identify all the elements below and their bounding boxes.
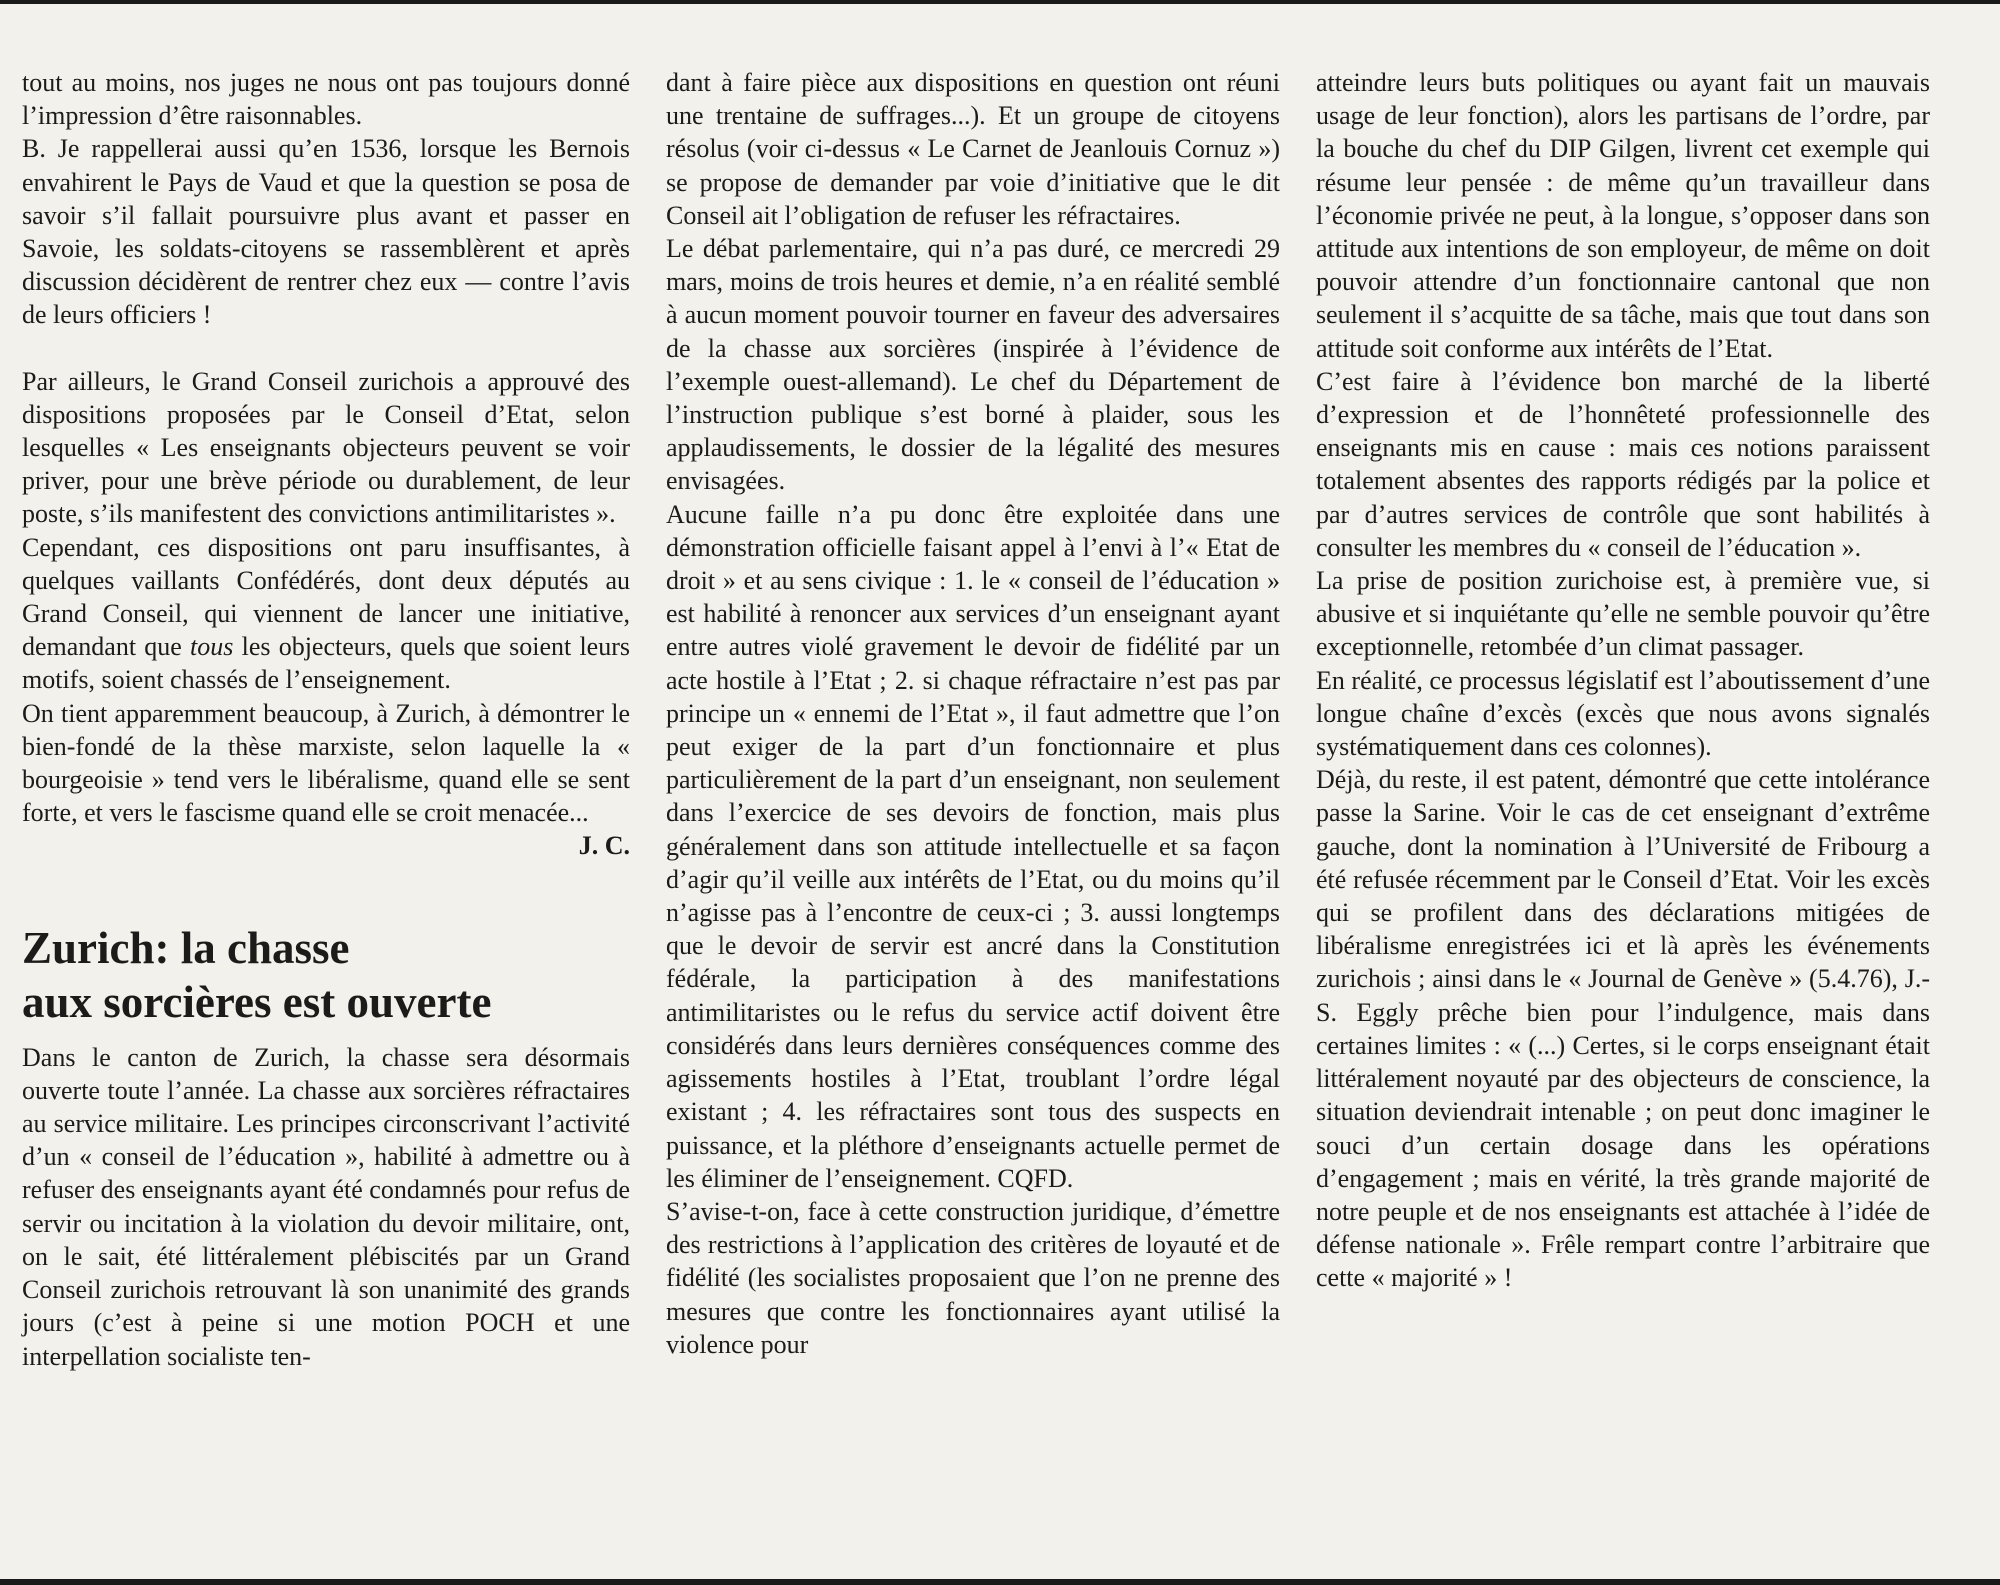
paragraph: En réalité, ce processus législatif est l’aboutissement d’une longue chaîne d’excès (excès que nous avons signalés systématiquement dans ces colonnes).	[1316, 665, 1930, 762]
paragraph: B. Je rappellerai aussi qu’en 1536, lorsque les Bernois envahirent le Pays de Vaud et que la question se posa de savoir s’il fallait poursuivre plus avant et passer en Savoie, les soldats-citoyens se rassemblèrent et après discussion décidèrent de rentrer chez eux — contre l’avis de leurs officiers !	[22, 134, 630, 330]
author-signature: J. C.	[578, 831, 630, 861]
paragraph-gap	[22, 332, 630, 365]
paragraph: Déjà, du reste, il est patent, démontré que cette intolérance passe la Sarine. Voir le cas de cet enseignant d’extrême gauche, dont la nomination à l’Université de Fribourg a été refusée récemment par le Conseil d’Etat. Voir les excès qui se profilent dans des déclarations mitigées de libéralisme enregistrées ici et là après les événements zurichois ; ainsi dans le « Journal de Genève » (5.4.76), J.-S. Eggly prêche bien pour l’indulgence, mais dans certaines limites : « (...) Certes, si le corps enseignant était littéralement noyauté par des objecteurs de conscience, la situation deviendrait intenable ; on peut donc imaginer le souci d’un certain dosage dans les opérations d’engagement ; mais en vérité, la très grande majorité de notre peuple et de nos enseignants est attachée à l’idée de défense nationale ». Frêle rempart contre l’arbitraire que cette « majorité » !	[1316, 765, 1930, 1293]
paragraph: atteindre leurs buts politiques ou ayant fait un mauvais usage de leur fonction), alors les partisans de l’ordre, par la bouche du chef du DIP Gilgen, livrent cet exemple qui résume leur pensée : de même qu’un travailleur dans l’économie privée ne peut, à la longue, s’opposer dans son attitude aux intentions de son employeur, de même on doit pouvoir attendre d’un fonctionnaire cantonal que non seulement il s’acquitte de sa tâche, mais que tout dans son attitude soit conforme aux intérêts de l’Etat.	[1316, 68, 1930, 363]
column-3	[1316, 66, 1930, 1295]
paragraph	[22, 531, 630, 697]
paragraph: Aucune faille n’a pu donc être exploitée dans une démonstration officielle faisant appel à l’envi à l’« Etat de droit » et au sens civique : 1. le « conseil de l’éducation » est habilité à renoncer aux services d’un enseignant ayant entre autres violé gravement le devoir de fidélité par un acte hostile à l’Etat ; 2. si chaque réfractaire n’est pas par principe un « ennemi de l’Etat », il faut admettre que l’on peut exiger de la part d’un fonctionnaire et plus particulièrement de la part d’un enseignant, non seulement dans l’exercice de ses devoirs de fonction, mais plus généralement dans son attitude intellectuelle et sa façon d’agir qu’il veille aux intérêts de l’Etat, ou du moins qu’il n’agisse pas à l’encontre de ceux-ci ; 3. aussi longtemps que le devoir de servir est ancré dans la Constitution fédérale, la participation à des manifestations antimilitaristes ou le refus du service actif doivent être considérés dans leurs dernières conséquences comme des agissements hostiles à l’Etat, troublant l’ordre légal existant ; 4. les réfractaires sont tous des suspects en puissance, et la pléthore d’enseignants actuelle permet de les éliminer de l’enseignement. CQFD.	[666, 499, 1280, 1193]
paragraph: C’est faire à l’évidence bon marché de la liberté d’expression et de l’honnêteté professionnelle des enseignants mis en cause : mais ces notions paraissent totalement absentes des rapports rédigés par la police et par d’autres services de contrôle que sont habilités à consulter les membres du « conseil de l’éducation ».	[1316, 366, 1930, 562]
text-run: les objecteurs, quels que soient leurs motifs, soient chassés de l’enseignement.	[22, 632, 630, 695]
headline-line: aux sorcières est ouverte	[22, 976, 492, 1027]
paragraph: La prise de position zurichoise est, à première vue, si abusive et si inquiétante qu’elle ne semble pouvoir qu’être exceptionnelle, retombée d’un climat passager.	[1316, 566, 1930, 662]
paragraph: dant à faire pièce aux dispositions en question ont réuni une trentaine de suffrages...). Et un groupe de citoyens résolus (voir ci-dessus « Le Carnet de Jeanlouis Cornuz ») se propose de demander par voie d’initiative que le dit Conseil ait l’obligation de refuser les réfractaires.	[666, 68, 1280, 230]
top-rule	[0, 0, 2000, 4]
column-1	[22, 66, 630, 1373]
paragraph: On tient apparemment beaucoup, à Zurich, à démontrer le bien-fondé de la thèse marxiste, selon laquelle la « bourgeoisie » tend vers le libéralisme, quand elle se sent forte, et vers le fascisme quand elle se croit menacée...	[22, 698, 630, 828]
emphasis: tous	[190, 632, 234, 662]
text-run: Cependant, ces dispositions ont paru insuffisantes, à quelques vaillants Confédérés, dont deux députés au Grand Conseil, qui viennent de lancer une initiative, demandant que	[22, 532, 630, 662]
paragraph: Le débat parlementaire, qui n’a pas duré, ce mercredi 29 mars, moins de trois heures et demie, n’a en réalité semblé à aucun moment pouvoir tourner en faveur des adversaires de la chasse aux sorcières (inspirée à l’évidence de l’exemple ouest-allemand). Le chef du Département de l’instruction publique s’est borné à plaider, sous les applaudissements, le dossier de la légalité des mesures envisagées.	[666, 234, 1280, 496]
paragraph: tout au moins, nos juges ne nous ont pas toujours donné l’impression d’être raisonnables.	[22, 68, 630, 131]
bottom-rule	[0, 1579, 2000, 1585]
paragraph: Dans le canton de Zurich, la chasse sera désormais ouverte toute l’année. La chasse aux sorcières réfractaires au service militaire. Les principes circonscrivant l’activité d’un « conseil de l’éducation », habilité à admettre ou à refuser des enseignants ayant été condamnés pour refus de servir ou incitation à la violation du devoir militaire, ont, on le sait, été littéralement plébiscités par un Grand Conseil zurichois retrouvant là son unanimité des grands jours (c’est à peine si une motion POCH et une interpellation socialiste ten-	[22, 1042, 630, 1371]
paragraph: Par ailleurs, le Grand Conseil zurichois a approuvé des dispositions proposées par le Conseil d’Etat, selon lesquelles « Les enseignants objecteurs peuvent se voir priver, pour une brève période ou durablement, de leur poste, s’ils manifestent des convictions antimilitaristes ».	[22, 366, 630, 529]
section-gap	[22, 863, 630, 921]
article-headline	[22, 921, 630, 1029]
column-2	[666, 66, 1280, 1361]
headline-line: Zurich: la chasse	[22, 922, 350, 973]
paragraph: S’avise-t-on, face à cette construction juridique, d’émettre des restrictions à l’application des critères de loyauté et de fidélité (les socialistes proposaient que l’on ne prenne des mesures que contre les fonctionnaires ayant utilisé la violence pour	[666, 1196, 1280, 1359]
